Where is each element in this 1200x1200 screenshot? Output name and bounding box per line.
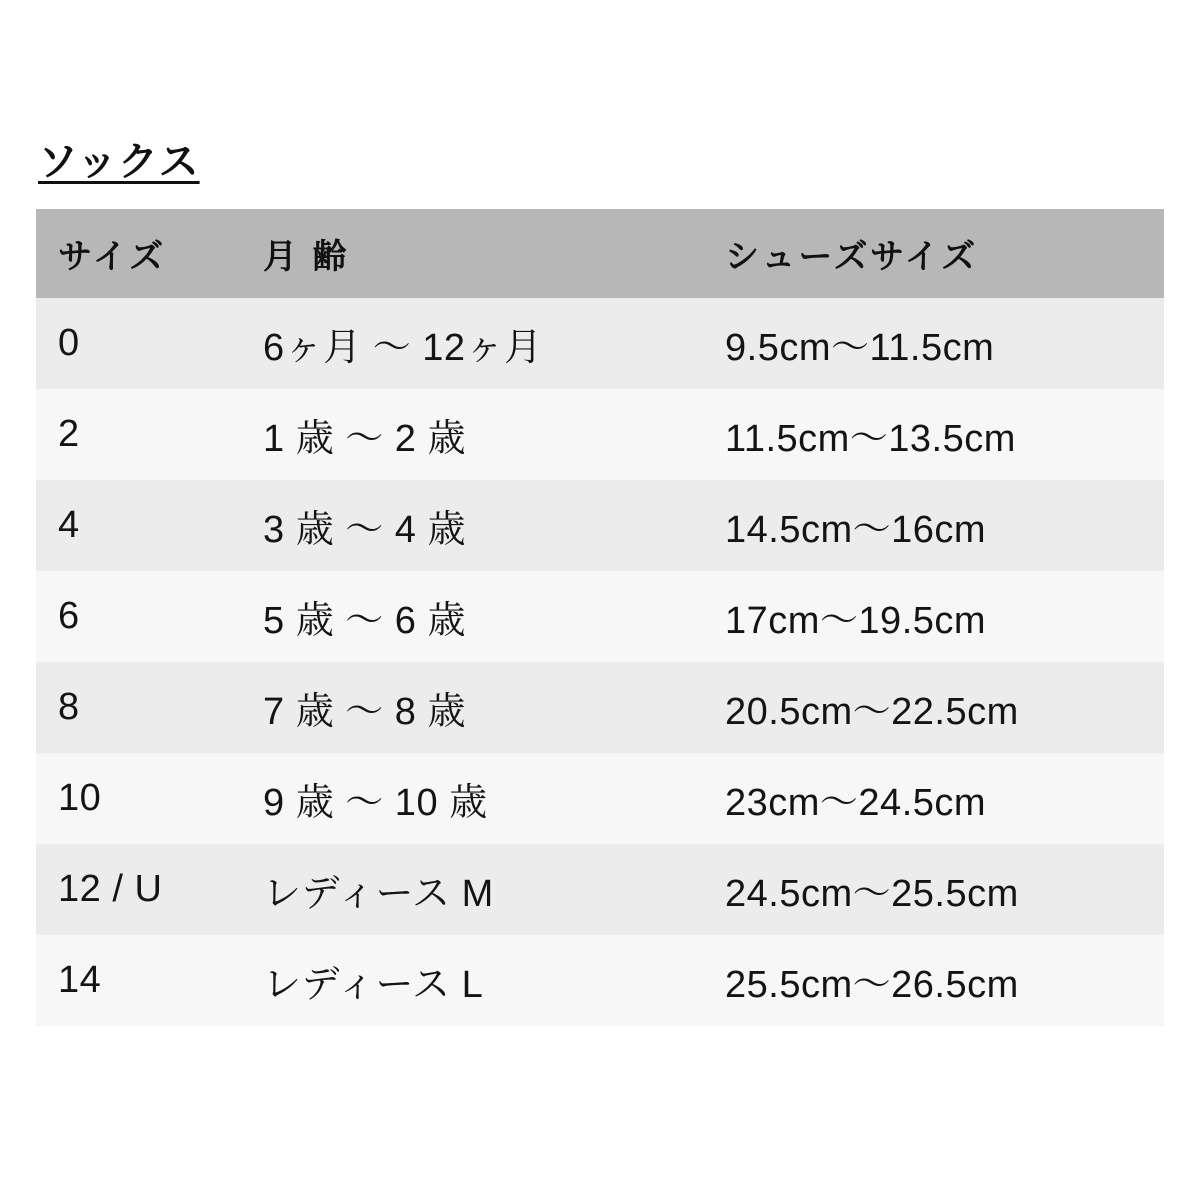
cell-age: 1 歳 〜 2 歳: [241, 389, 703, 480]
cell-size: 10: [36, 753, 241, 844]
cell-size: 14: [36, 935, 241, 1026]
cell-size: 2: [36, 389, 241, 480]
table-header: [36, 209, 1164, 298]
cell-shoe-size: 9.5cm〜11.5cm: [703, 298, 1164, 389]
column-header-shoe-size: シューズサイズ: [703, 209, 1164, 298]
table-row: [36, 389, 1164, 480]
cell-shoe-size: 11.5cm〜13.5cm: [703, 389, 1164, 480]
table-header-row: [36, 209, 1164, 298]
cell-age: 6ヶ月 〜 12ヶ月: [241, 298, 703, 389]
cell-size: 6: [36, 571, 241, 662]
cell-age: 5 歳 〜 6 歳: [241, 571, 703, 662]
cell-age: 3 歳 〜 4 歳: [241, 480, 703, 571]
table-row: [36, 571, 1164, 662]
cell-size: 4: [36, 480, 241, 571]
table-row: [36, 662, 1164, 753]
cell-age: 9 歳 〜 10 歳: [241, 753, 703, 844]
cell-shoe-size: 23cm〜24.5cm: [703, 753, 1164, 844]
table-row: [36, 935, 1164, 1026]
cell-shoe-size: 25.5cm〜26.5cm: [703, 935, 1164, 1026]
table-body: [36, 298, 1164, 1026]
cell-shoe-size: 20.5cm〜22.5cm: [703, 662, 1164, 753]
column-header-size: サイズ: [36, 209, 241, 298]
column-header-age: 月 齢: [241, 209, 703, 298]
cell-age: 7 歳 〜 8 歳: [241, 662, 703, 753]
cell-size: 12 / U: [36, 844, 241, 935]
cell-age: レディース M: [241, 844, 703, 935]
table-row: [36, 480, 1164, 571]
cell-shoe-size: 24.5cm〜25.5cm: [703, 844, 1164, 935]
cell-shoe-size: 17cm〜19.5cm: [703, 571, 1164, 662]
table-row: [36, 298, 1164, 389]
size-chart-table: [36, 209, 1164, 1026]
cell-shoe-size: 14.5cm〜16cm: [703, 480, 1164, 571]
table-row: [36, 844, 1164, 935]
cell-size: 0: [36, 298, 241, 389]
cell-age: レディース L: [241, 935, 703, 1026]
cell-size: 8: [36, 662, 241, 753]
table-row: [36, 753, 1164, 844]
page-title: ソックス: [38, 140, 200, 184]
